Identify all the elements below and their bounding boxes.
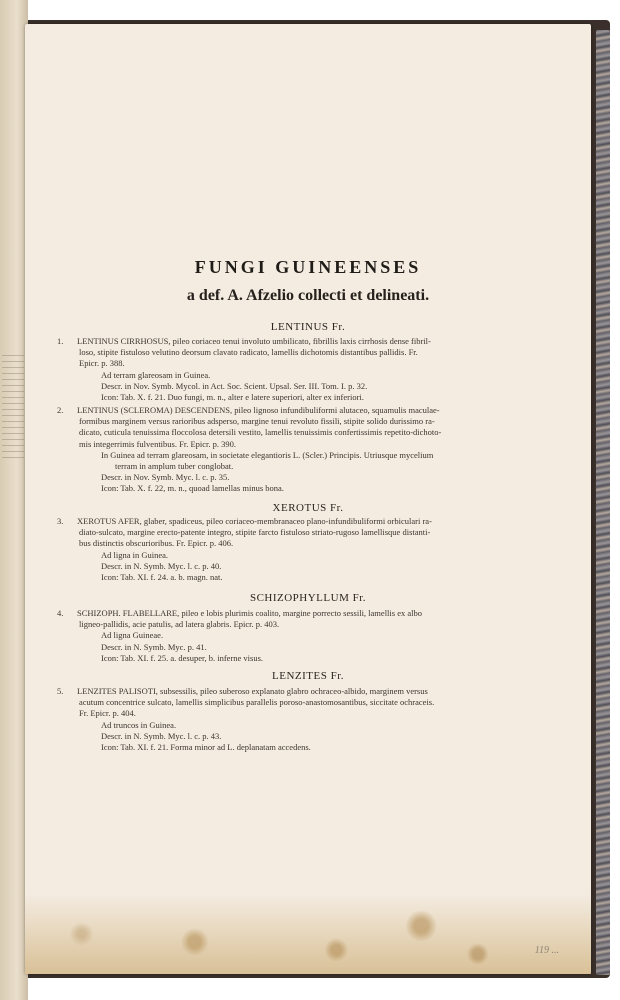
genus-heading-lentinus: LENTINUS Fr.	[270, 321, 346, 333]
entry-line: formibus marginem versus rarioribus adsperso, margine tenui revoluto fissili, stipite solido durissimo ra-	[79, 416, 435, 427]
species-entry-2	[57, 405, 513, 495]
entry-icon-ref: Icon: Tab. XI. f. 21. Forma minor ad L. deplanatam accedens.	[101, 742, 311, 753]
page-subtitle: a def. A. Afzelio collecti et delineati.	[186, 287, 430, 304]
entry-line: Epicr. p. 388.	[79, 358, 125, 369]
entry-line: dicato, cuticula tenuissima floccolosa detersili vestito, lamellis tenuissimis confertissimis repetito-dichoto-	[79, 427, 442, 438]
entry-icon-ref: Icon: Tab. XI. f. 24. a. b. magn. nat.	[101, 572, 223, 583]
pencil-annotation: 119 ...	[534, 945, 559, 956]
entry-description-ref: Descr. in Nov. Symb. Myc. l. c. p. 35.	[101, 472, 230, 483]
entry-line: loso, stipite fistuloso velutino deorsum clavato radicato, lamellis dichotomis distantibus pallidis. Fr.	[79, 347, 418, 358]
entry-icon-ref: Icon: Tab. X. f. 22, m. n., quoad lamellas minus bona.	[101, 483, 284, 494]
entry-description-ref: Descr. in Nov. Symb. Mycol. in Act. Soc. Scient. Upsal. Ser. III. Tom. I. p. 32.	[101, 380, 368, 391]
entry-line: acutum concentrice sulcato, lamellis simplicibus parallelis poroso-anastomosantibus, siccitate ochraceis.	[79, 697, 435, 708]
entry-icon-ref: Icon: Tab. X. f. 21. Duo fungi, m. n., alter e latere superiori, alter ex inferiori.	[101, 392, 364, 403]
species-entry-4	[57, 608, 513, 664]
entry-line: ligneo-pallidis, acie patulis, ad latera glabris. Epicr. p. 403.	[79, 619, 280, 630]
entry-number: 2.	[57, 405, 64, 415]
entry-note: Ad terram glareosam in Guinea.	[101, 369, 211, 380]
entry-icon-ref: Icon: Tab. XI. f. 25. a. desuper, b. inferne visus.	[101, 652, 264, 663]
entry-note: Ad ligna in Guinea.	[101, 549, 169, 560]
species-entry-1	[57, 336, 513, 403]
entry-number: 3.	[57, 516, 64, 526]
foxing-stain	[25, 894, 591, 974]
entry-line: diato-sulcato, margine erecto-patente integro, stipite farcto fistuloso striato-rugoso lamellisque distanti-	[79, 527, 431, 538]
entry-line: Fr. Epicr. p. 404.	[79, 708, 136, 719]
facing-page-text-fragment	[2, 350, 24, 460]
genus-heading-xerotus: XEROTUS Fr.	[272, 502, 344, 514]
genus-heading-lenzites: LENZITES Fr.	[272, 670, 344, 682]
page-title: FUNGI GUINEENSES	[194, 257, 422, 277]
entry-description-ref: Descr. in N. Symb. Myc. l. c. p. 43.	[101, 730, 222, 741]
book-page	[25, 24, 591, 974]
facing-page-edge	[0, 0, 28, 1000]
species-entry-5	[57, 686, 513, 753]
marbled-page-edge	[596, 30, 610, 975]
entry-line: XEROTUS AFER, glaber, spadiceus, pileo coriaceo-membranaceo plano-infundibuliformi orbiculari ra-	[77, 516, 432, 526]
genus-heading-schizophyllum: SCHIZOPHYLLUM Fr.	[249, 592, 367, 604]
entry-note: terram in amplum tuber conglobat.	[115, 461, 234, 472]
entry-number: 1.	[57, 336, 64, 346]
entry-number: 5.	[57, 686, 64, 696]
entry-line: mis integerrimis fulventibus. Fr. Epicr. p. 390.	[79, 438, 237, 449]
entry-line: SCHIZOPH. FLABELLARE, pileo e lobis plurimis coalito, margine porrecto sessili, lamellis ex albo	[77, 608, 422, 618]
entry-description-ref: Descr. in N. Symb. Myc. l. c. p. 40.	[101, 560, 222, 571]
entry-note: Ad truncos in Guinea.	[101, 719, 177, 730]
species-entry-3	[57, 516, 513, 583]
entry-number: 4.	[57, 608, 64, 618]
entry-line: LENZITES PALISOTI, subsessilis, pileo suberoso explanato glabro ochraceo-albido, marginem versus	[77, 686, 428, 696]
entry-line: bus distinctis obscurioribus. Fr. Epicr. p. 406.	[79, 538, 234, 549]
entry-note: Ad ligna Guineae.	[101, 630, 164, 641]
entry-line: LENTINUS (SCLEROMA) DESCENDENS, pileo lignoso infundibuliformi alutaceo, squamulis maculae-	[77, 405, 440, 415]
entry-note: In Guinea ad terram glareosam, in societate elegantioris L. (Scler.) Principis. Utriusque mycelium	[101, 449, 434, 460]
entry-line: LENTINUS CIRRHOSUS, pileo coriaceo tenui involuto umbilicato, fibrillis laxis cirrhosis dense fibril-	[77, 336, 431, 346]
entry-description-ref: Descr. in N. Symb. Myc. p. 41.	[101, 641, 207, 652]
